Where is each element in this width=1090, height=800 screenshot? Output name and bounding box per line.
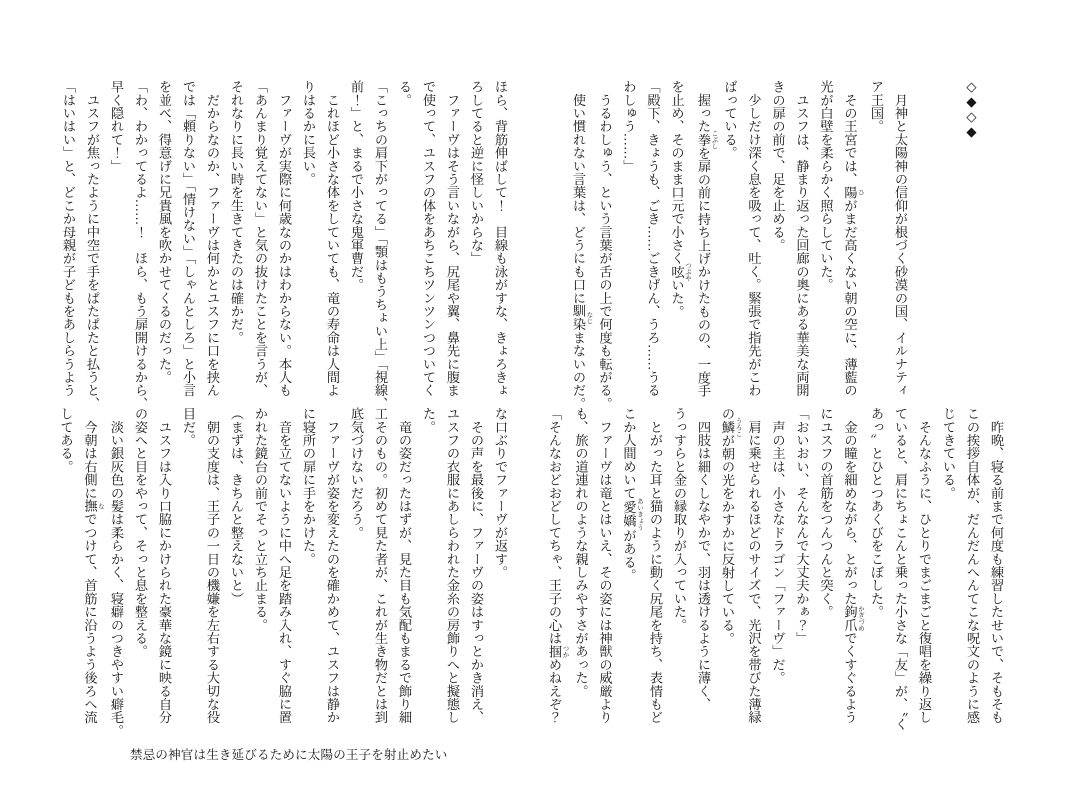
text-line: 早く隠れて！」 bbox=[109, 80, 124, 173]
text-line: これほど小さな体をしていても、竜の寿命は人間よ bbox=[325, 80, 340, 397]
text-line: その王宮では、陽 ひがまだ高くない朝の空に、薄藍の bbox=[842, 80, 864, 397]
text-line: 金の瞳を細めながら、とがった鉤爪 かぎづめでくすぐるよう bbox=[842, 407, 864, 724]
text-line: では「頼りない」「情けない」「しゃんとしろ」と小言 bbox=[181, 80, 196, 397]
text-line: 昨晩、寝る前まで何度も練習したせいで、そもそも bbox=[989, 407, 1004, 724]
text-line: 工そのもの。初めて見た者が、これが生き物だとは到 bbox=[373, 407, 388, 724]
ruby-annotated-word: 鉤爪 かぎづめ bbox=[842, 605, 864, 632]
ruby-annotated-word: 撫 な bbox=[82, 499, 104, 513]
text-line: 声の主は、小さなドラゴン「ファーヴ」だ。 bbox=[770, 407, 786, 685]
text-line: （まずは、きちんと整えないと） bbox=[229, 407, 244, 605]
text-line: わしゅう……」 bbox=[621, 80, 637, 173]
text-line: に寝所の扉に手をかけた。 bbox=[301, 407, 316, 566]
ruby-annotated-word: 鱗 うろこ bbox=[720, 417, 742, 437]
text-line: 使い慣れない言葉は、どうにも口に馴染 なじまないのだ。 bbox=[571, 80, 593, 411]
ruby-annotated-word: 呟 つぶや bbox=[669, 261, 691, 282]
text-line bbox=[936, 80, 960, 398]
text-line: この挨拶自体が、だんだんへんてこな呪文のように感 bbox=[965, 407, 980, 724]
text-line: ていると、肩にちょこんと乗った小さな「友」が、〝く bbox=[893, 407, 908, 731]
text-line: 少しだけ深く息を吸って、吐く。緊張で指先がこわ bbox=[746, 80, 762, 397]
text-line: してある。 bbox=[58, 407, 74, 473]
left-page-lower-text-block bbox=[54, 407, 513, 737]
text-line: あっ〟とひとつあくびをこぼした。 bbox=[869, 407, 884, 619]
right-page-lower-text-block bbox=[542, 407, 1008, 731]
text-line: りはるかに長い。 bbox=[301, 80, 316, 186]
text-line: 淡い銀灰色の髪は柔らかく、寝癖のつきやすい癖毛。 bbox=[109, 407, 124, 737]
text-line: だからなのか、ファーヴは何かとユスフに口を挟ん bbox=[205, 80, 220, 397]
text-line: の姿へと目をやって、そっと息を整える。 bbox=[133, 407, 148, 658]
text-line: 前！」と、まるで小さな鬼軍曹だ。 bbox=[349, 80, 364, 292]
ruby-annotated-word: 陽 ひ bbox=[842, 185, 864, 199]
text-line: 「はいはい」と、どこか母親が子どもをあしらうよう bbox=[61, 80, 76, 397]
text-line: 肩に乗せられるほどのサイズで、光沢を帯びた薄緑 bbox=[746, 407, 762, 724]
text-line: も、旅の道連れのような親しみやすさがあった。 bbox=[573, 407, 589, 698]
text-line bbox=[984, 80, 1008, 398]
text-line: ばっている。 bbox=[722, 80, 738, 160]
text-line: 「そんなおどおどしてちゃ、王子の心は掴 つかめねえぞ？ bbox=[547, 407, 569, 724]
section-divider: ◇◆◇◆ bbox=[965, 80, 980, 140]
text-line: こか人間めいて愛嬌 あいきょうがある。 bbox=[621, 407, 643, 582]
text-line: ユスフは、静まり返った回廊の奥にある華美な両開 bbox=[794, 80, 810, 397]
text-line: とがった耳と猫のように動く尻尾を持ち、表情もど bbox=[648, 407, 663, 724]
text-line: な口ぶりでファーヴが返す。 bbox=[493, 407, 508, 579]
text-line: 「わ、わかってるよ……！ ほら、もう扉開けるから、 bbox=[133, 80, 148, 410]
text-line: かれた鏡台の前でそっと立ち止まる。 bbox=[253, 407, 268, 632]
text-line: を並べ、得意げに兄貴風を吹かせてくるのだった。 bbox=[157, 80, 172, 384]
text-line: そんなふうに、ひとりでまごまごと復唱を繰り返し bbox=[917, 407, 932, 724]
text-line: 月神と太陽神の信仰が根づく砂漠の国、イルナティ bbox=[893, 80, 908, 397]
text-line: 「おいおい、そんなんで大丈夫かぁ？」 bbox=[794, 407, 810, 645]
text-line: うるわしゅう、という言葉が舌の上で何度も転がる。 bbox=[597, 80, 613, 410]
text-line: で使って、ユスフの体をあちこちツンツンつついてく bbox=[421, 80, 436, 397]
text-line: 「こっちの肩下がってる」「顎はもうちょい上」「視線、 bbox=[373, 80, 388, 410]
ruby-annotated-word: 馴染 なじ bbox=[571, 304, 593, 331]
text-line: それなりに長い時を生きてきたのは確かだ。 bbox=[229, 80, 244, 344]
running-title: 禁忌の神官は生き延びるために太陽の王子を射止めたい bbox=[130, 748, 448, 762]
text-line: ユスフが焦ったように中空で手をぱたぱたと払うと、 bbox=[85, 80, 100, 410]
left-page-upper-text-block bbox=[56, 80, 512, 410]
text-line: ほら、背筋伸ばして！ 目線も泳がすな、きょろきょ bbox=[493, 80, 508, 397]
text-line: 音を立てないように中へ足を踏み入れ、すぐ脇に置 bbox=[277, 407, 292, 724]
text-line bbox=[912, 80, 936, 398]
text-line: 「あんまり覚えてない」と気の抜けたことを言うが、 bbox=[253, 80, 268, 397]
ruby-annotated-word: 拳 こぶし bbox=[696, 129, 718, 150]
text-line: ユスフの衣服にあしらわれた金糸の房飾りへと擬態し bbox=[445, 407, 460, 724]
text-line: ろしてると逆に怪しいからな」 bbox=[469, 80, 484, 265]
right-page-upper-text-block bbox=[566, 80, 1008, 411]
text-line: ファーヴが姿を変えたのを確かめて、ユスフは静か bbox=[325, 407, 340, 724]
text-line: ファーヴはそう言いながら、尻尾や翼、鼻先に腹ま bbox=[445, 80, 460, 397]
text-line: 底気づけないだろう。 bbox=[349, 407, 364, 539]
ruby-annotated-word: 愛嬌 あいきょう bbox=[621, 497, 643, 531]
text-line: 握った拳 こぶしを扉の前に持ち上げかけたものの、一度手 bbox=[696, 80, 718, 398]
text-line: の鱗 うろこが朝の光をかすかに反射している。 bbox=[720, 407, 742, 645]
text-line: ユスフは入り口脇にかけられた豪華な鏡に映る自分 bbox=[157, 407, 172, 724]
text-line: じてきている。 bbox=[941, 407, 956, 500]
page-right[interactable] bbox=[545, 0, 1090, 800]
text-line: る。 bbox=[397, 80, 412, 107]
text-line: を止め、そのまま口元で小さく呟 つぶやいた。 bbox=[669, 80, 691, 318]
text-line: うっすらと金の縁取りが入っていた。 bbox=[672, 407, 687, 632]
text-line: 朝の支度は、王子の一日の機嫌を左右する大切な役 bbox=[205, 407, 220, 724]
text-line: 竜の姿だったはずが、見た目も気配もまるで飾り細 bbox=[397, 407, 412, 724]
text-line: ファーヴは竜とはいえ、その姿には神獣の威厳より bbox=[597, 407, 613, 724]
ruby-annotated-word: 掴 つか bbox=[547, 644, 569, 658]
text-line: 目だ。 bbox=[181, 407, 196, 447]
text-line: ア王国。 bbox=[869, 80, 884, 133]
text-line: 四肢は細くしなやかで、羽は透けるように薄く、 bbox=[696, 407, 711, 711]
text-line: 「殿下、きょうも、ごき……ごきげん、うろ……うる bbox=[645, 80, 661, 397]
text-line: 光が白壁を柔らかく照らしていた。 bbox=[818, 80, 834, 292]
text-line: ファーヴが実際に何歳なのかはわからない。本人も bbox=[277, 80, 292, 397]
text-line: きの扉の前で、足を止める。 bbox=[770, 80, 786, 252]
text-line: 今朝は右側に撫 なでつけて、首筋に沿うよう後ろへ流 bbox=[82, 407, 104, 724]
text-line: その声を最後に、ファーヴの姿はすっとかき消え、 bbox=[469, 407, 484, 724]
text-line: にユスフの首筋をつんつんと突く。 bbox=[818, 407, 834, 619]
text-line: た。 bbox=[421, 407, 436, 434]
